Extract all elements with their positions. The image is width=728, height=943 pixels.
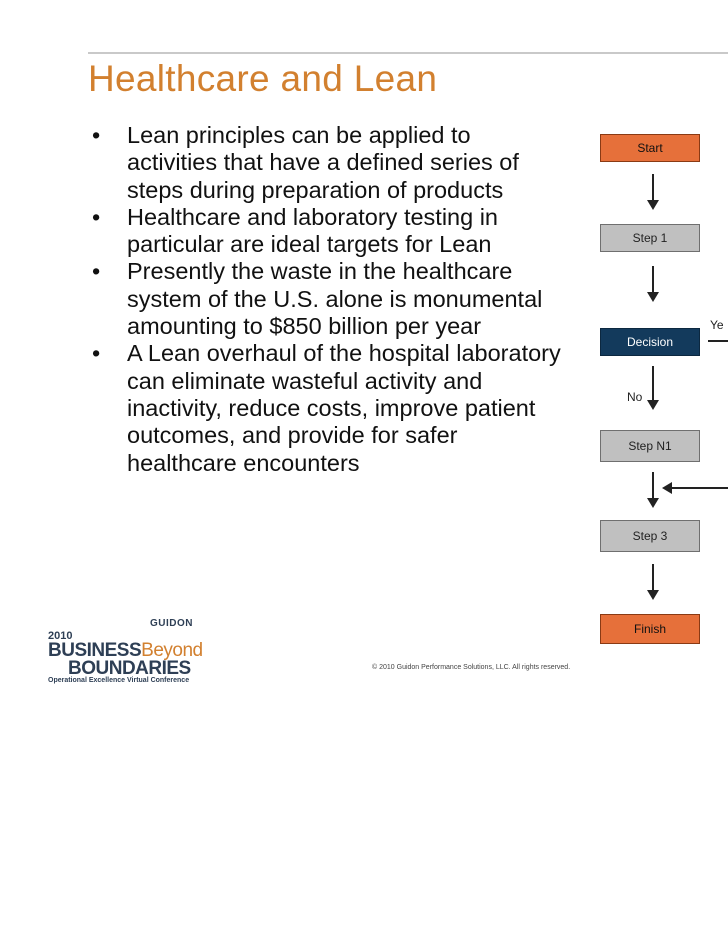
flow-arrow-down xyxy=(652,266,654,300)
flow-arrow-down xyxy=(652,174,654,208)
slide-title: Healthcare and Lean xyxy=(88,58,438,99)
bullet-item xyxy=(92,204,562,259)
bullet-text: Healthcare and laboratory testing in particular are ideal targets for Lean xyxy=(127,203,498,258)
flow-yes-label: Ye xyxy=(710,318,724,332)
flow-start-box: Start xyxy=(600,134,700,162)
bullet-dot: • xyxy=(92,258,101,285)
bullet-list xyxy=(92,122,562,477)
flow-arrow-down xyxy=(652,366,654,408)
logo-year: 2010 xyxy=(48,630,73,642)
bullet-dot: • xyxy=(92,203,101,230)
logo-tagline: Operational Excellence Virtual Conference xyxy=(48,677,190,684)
bullet-dot: • xyxy=(92,340,101,367)
bullet-text: Presently the waste in the healthcare system of the U.S. alone is monumental amounting to $850 billion per year xyxy=(127,258,543,340)
bullet-dot: • xyxy=(92,122,101,148)
conference-logo xyxy=(48,618,208,684)
flow-step3-box: Step 3 xyxy=(600,520,700,552)
bullet-text: A Lean overhaul of the hospital laboratory can eliminate wasteful activity and inactivity, reduce costs, improve patient outcomes, and provide for safer healthcare encounters xyxy=(127,340,561,476)
guidon-logo-text: GUIDON xyxy=(150,618,193,629)
flow-no-label: No xyxy=(627,390,643,404)
flow-arrow-left xyxy=(664,487,728,489)
flow-arrow-down xyxy=(652,472,654,506)
flow-stepn1-box: Step N1 xyxy=(600,430,700,462)
copyright-text: © 2010 Guidon Performance Solutions, LLC. All rights reserved. xyxy=(372,664,571,671)
flow-finish-box: Finish xyxy=(600,614,700,644)
logo-business: BUSINESS xyxy=(48,640,142,661)
title-rule xyxy=(88,52,728,54)
flow-decision-box: Decision xyxy=(600,328,700,356)
bullet-text: Lean principles can be applied to activities that have a defined series of steps during preparation of products xyxy=(127,122,519,203)
flow-arrow-down xyxy=(652,564,654,598)
flow-arrow-right xyxy=(708,340,728,342)
logo-line2: BOUNDARIES xyxy=(68,658,191,679)
bullet-item xyxy=(92,258,562,340)
logo-beyond: Beyond xyxy=(141,640,203,661)
bullet-item xyxy=(92,340,562,476)
flow-step1-box: Step 1 xyxy=(600,224,700,252)
bullet-item xyxy=(92,122,562,204)
